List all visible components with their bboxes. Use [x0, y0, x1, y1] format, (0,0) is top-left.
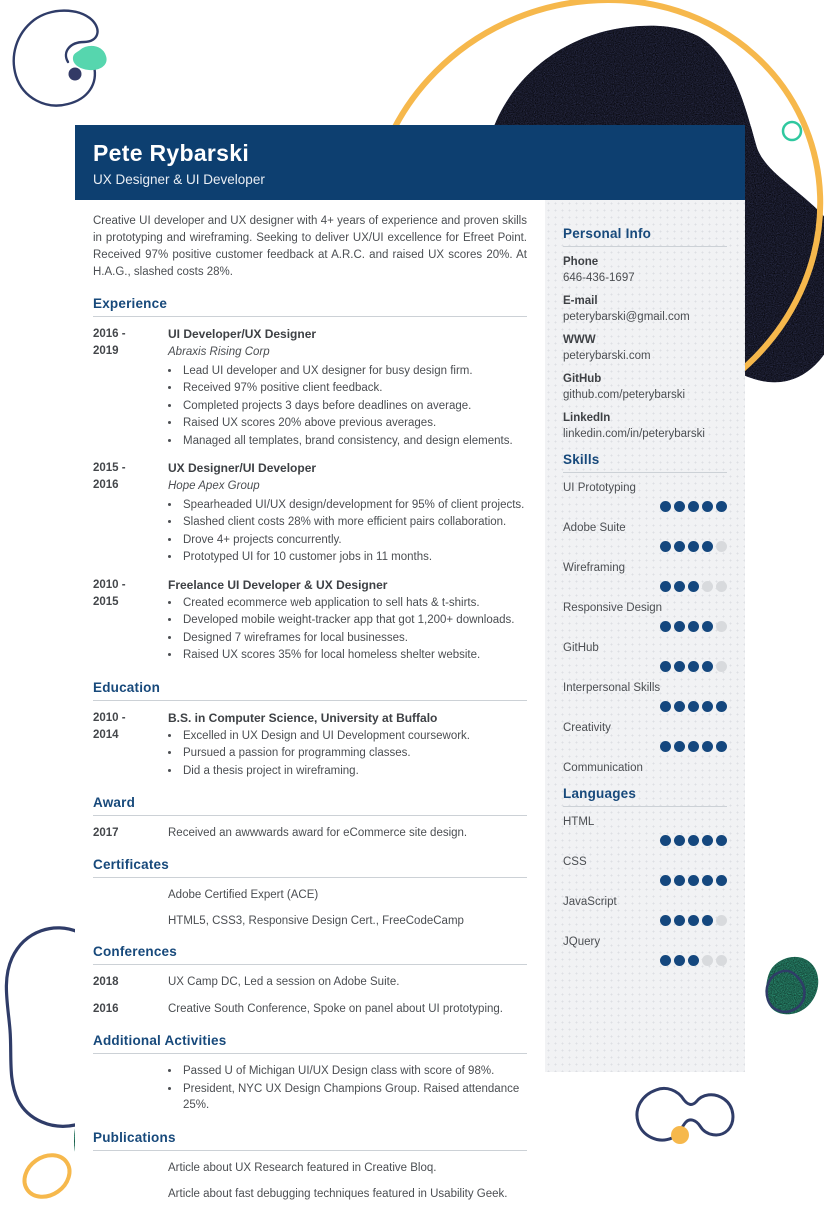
entry-bullet: • Excelled in UX Design and UI Development coursework. — [181, 728, 527, 745]
decor-top-left — [8, 8, 112, 112]
entry-text: Article about fast debugging techniques featured in Usability Geek. — [168, 1187, 508, 1200]
dot-filled — [716, 875, 727, 886]
entry-bullet: • Pursued a passion for programming classes. — [181, 745, 527, 762]
entry-bullet: • Drove 4+ projects concurrently. — [181, 532, 527, 549]
section-publications — [93, 1130, 527, 1202]
dot-empty — [716, 955, 727, 966]
entry-text: Adobe Certified Expert (ACE) — [168, 889, 319, 901]
entry-bullet: • President, NYC UX Design Champions Group. Raised attendance 25%. — [181, 1081, 527, 1114]
entry-dates — [93, 460, 168, 567]
rated-item — [563, 856, 727, 886]
dot-filled — [688, 915, 699, 926]
dot-filled — [702, 835, 713, 846]
entry-company: Abraxis Rising Corp — [168, 346, 270, 358]
entry-dates — [93, 1001, 168, 1018]
rated-item — [563, 896, 727, 926]
section-education — [93, 680, 527, 781]
dot-filled — [660, 741, 671, 752]
section-heading: Additional Activities — [93, 1033, 227, 1048]
rated-item-label: GitHub — [563, 642, 599, 654]
entry-text: Received an awwwards award for eCommerce site design. — [168, 827, 468, 839]
section-award — [93, 795, 527, 842]
dot-filled — [688, 501, 699, 512]
entry-company: Hope Apex Group — [168, 480, 260, 492]
rating-dots — [563, 661, 727, 672]
dot-filled — [674, 741, 685, 752]
entry-date-line: 2010 - — [93, 578, 126, 591]
entry-date-line: 2016 — [93, 479, 119, 491]
entry-dates — [93, 1063, 168, 1115]
teal-blob-shape — [73, 46, 107, 70]
dot-filled — [660, 835, 671, 846]
entry-content — [168, 1186, 527, 1202]
dot-filled — [674, 835, 685, 846]
yellow-oval-shape — [16, 1147, 77, 1200]
personal-info-value: peterybarski.com — [563, 350, 651, 362]
dot-filled — [660, 875, 671, 886]
divider — [563, 246, 727, 247]
entry-bullets — [168, 363, 527, 450]
dot-filled — [660, 621, 671, 632]
section-conferences — [93, 944, 527, 1018]
rated-item — [563, 682, 727, 712]
entry-content — [168, 577, 527, 665]
entry-bullet: • Passed U of Michigan UI/UX Design class with score of 98%. — [181, 1063, 527, 1080]
rating-dots — [563, 955, 727, 966]
entry-content — [168, 825, 527, 842]
entry-content — [168, 887, 527, 903]
dot-filled — [702, 501, 713, 512]
entry-text: Article about UX Research featured in Creative Bloq. — [168, 1161, 437, 1174]
rating-dots — [563, 621, 727, 632]
entry-dates — [93, 887, 168, 903]
navy-dot-shape — [69, 68, 82, 81]
dot-filled — [660, 701, 671, 712]
entry-row — [93, 1001, 527, 1018]
dot-filled — [660, 581, 671, 592]
dot-filled — [688, 581, 699, 592]
dot-filled — [716, 501, 727, 512]
personal-info-section — [563, 226, 727, 440]
entry-text: UX Camp DC, Led a session on Adobe Suite. — [168, 976, 400, 988]
entry-row — [93, 326, 527, 450]
entry-row — [93, 974, 527, 991]
entry-bullet: • Raised UX scores 35% for local homeless shelter website. — [181, 647, 527, 664]
dot-filled — [674, 701, 685, 712]
entry-date-line: 2016 - — [93, 328, 126, 340]
entry-date-line: 2014 — [93, 728, 119, 741]
rating-dots — [563, 875, 727, 886]
divider — [93, 1053, 527, 1054]
dot-empty — [702, 955, 713, 966]
entry-bullet: • Prototyped UI for 10 customer jobs in 11 months. — [181, 549, 527, 566]
rated-item-label: UI Prototyping — [563, 482, 636, 494]
personal-info-heading: Personal Info — [563, 226, 652, 241]
dot-filled — [660, 915, 671, 926]
rated-item — [563, 816, 727, 846]
entry-date-line: 2015 — [93, 595, 119, 608]
entry-date-line: 2010 - — [93, 711, 126, 724]
divider — [93, 815, 527, 816]
dot-filled — [702, 875, 713, 886]
dot-filled — [674, 661, 685, 672]
entry-content — [168, 974, 527, 991]
rated-item — [563, 482, 727, 512]
resume-header — [75, 125, 745, 200]
divider — [93, 877, 527, 878]
personal-info-value: 646-436-1697 — [563, 272, 635, 284]
dot-empty — [716, 621, 727, 632]
entry-bullet: • Did a thesis project in wireframing. — [181, 763, 527, 780]
entry-bullet: • Created ecommerce web application to sell hats & t-shirts. — [181, 595, 527, 612]
rated-item — [563, 522, 727, 552]
rating-dots — [563, 541, 727, 552]
resume-page — [75, 125, 745, 1212]
section-heading: Conferences — [93, 944, 177, 959]
rated-item-label: Communication — [563, 762, 643, 774]
entry-date-line: 2015 - — [93, 462, 126, 474]
entry-bullet: • Received 97% positive client feedback. — [181, 380, 527, 397]
dot-filled — [702, 541, 713, 552]
rated-item — [563, 762, 727, 774]
rated-item-label: HTML — [563, 816, 595, 828]
entry-bullet: • Completed projects 3 days before deadlines on average. — [181, 398, 527, 415]
entry-content — [168, 1160, 527, 1176]
rated-item — [563, 562, 727, 592]
entry-dates — [93, 974, 168, 991]
personal-info-value: peterybarski@gmail.com — [563, 311, 690, 323]
entry-row — [93, 1063, 527, 1115]
section-heading: Award — [93, 795, 136, 810]
entry-dates — [93, 710, 168, 781]
personal-info-label: E-mail — [563, 295, 598, 307]
entry-dates — [93, 913, 168, 929]
entry-bullet: • Spearheaded UI/UX design/development for 95% of client projects. — [181, 497, 527, 514]
entry-row — [93, 710, 527, 781]
dot-empty — [702, 581, 713, 592]
entry-bullet: • Designed 7 wireframes for local businesses. — [181, 630, 527, 647]
dot-filled — [674, 875, 685, 886]
personal-info-item — [563, 373, 727, 401]
rated-item-label: Responsive Design — [563, 602, 663, 614]
entry-title: UX Designer/UI Developer — [168, 461, 317, 475]
entry-date-line: 2016 — [93, 1003, 119, 1015]
dot-filled — [688, 875, 699, 886]
section-certificates — [93, 857, 527, 929]
rating-dots — [563, 835, 727, 846]
section-heading: Experience — [93, 296, 168, 311]
entry-row — [93, 460, 527, 567]
personal-info-value: github.com/peterybarski — [563, 389, 686, 401]
main-column — [75, 200, 545, 1212]
divider — [563, 806, 727, 807]
dot-filled — [688, 661, 699, 672]
rated-item-label: JavaScript — [563, 896, 617, 908]
entry-row — [93, 577, 527, 665]
personal-info-value: linkedin.com/in/peterybarski — [563, 428, 705, 440]
teal-ring-shape — [783, 122, 801, 140]
personal-info-item — [563, 295, 727, 323]
dot-filled — [702, 661, 713, 672]
dot-filled — [674, 501, 685, 512]
dot-filled — [688, 955, 699, 966]
entry-content — [168, 1001, 527, 1018]
entry-dates — [93, 1186, 168, 1202]
entry-content — [168, 326, 527, 450]
entry-bullet: • Raised UX scores 20% above previous averages. — [181, 415, 527, 432]
personal-info-label: WWW — [563, 334, 596, 346]
section-heading: Certificates — [93, 857, 169, 872]
dot-filled — [688, 701, 699, 712]
candidate-title: UX Designer & UI Developer — [93, 172, 265, 187]
dot-filled — [716, 741, 727, 752]
rating-dots — [563, 701, 727, 712]
dot-empty — [716, 661, 727, 672]
divider — [93, 316, 527, 317]
dot-filled — [702, 915, 713, 926]
rating-dots — [563, 741, 727, 752]
personal-info-item — [563, 256, 727, 284]
sidebar — [545, 200, 745, 1072]
entry-content — [168, 460, 527, 567]
entry-text: Creative South Conference, Spoke on panel about UI prototyping. — [168, 1003, 503, 1015]
rated-item — [563, 936, 727, 966]
dot-filled — [688, 621, 699, 632]
rated-item-label: Interpersonal Skills — [563, 682, 661, 694]
entry-row — [93, 1186, 527, 1202]
skills-section — [563, 452, 727, 774]
dot-filled — [674, 915, 685, 926]
entry-content — [168, 1063, 527, 1115]
dot-filled — [716, 835, 727, 846]
dot-filled — [688, 741, 699, 752]
entry-dates — [93, 1160, 168, 1176]
entry-title: UI Developer/UX Designer — [168, 327, 317, 341]
entry-date-line: 2019 — [93, 345, 119, 357]
rating-dots — [563, 501, 727, 512]
dot-filled — [688, 541, 699, 552]
dot-filled — [660, 661, 671, 672]
entry-content — [168, 913, 527, 929]
entry-dates — [93, 577, 168, 665]
dot-empty — [716, 915, 727, 926]
dot-filled — [674, 541, 685, 552]
entry-bullets — [168, 595, 527, 664]
entry-text: HTML5, CSS3, Responsive Design Cert., FreeCodeCamp — [168, 915, 464, 927]
dot-filled — [688, 835, 699, 846]
dot-filled — [702, 621, 713, 632]
dot-filled — [674, 955, 685, 966]
rated-item — [563, 642, 727, 672]
skills-heading: Skills — [563, 452, 600, 467]
languages-heading: Languages — [563, 786, 637, 801]
rated-item-label: CSS — [563, 856, 587, 868]
rated-item-label: Wireframing — [563, 562, 625, 574]
section-experience — [93, 296, 527, 665]
divider — [93, 1150, 527, 1151]
rated-item-label: Creativity — [563, 722, 611, 734]
personal-info-label: GitHub — [563, 373, 602, 385]
entry-dates — [93, 825, 168, 842]
entry-bullets — [168, 728, 527, 780]
dot-empty — [716, 541, 727, 552]
candidate-name: Pete Rybarski — [93, 140, 250, 166]
rated-item — [563, 602, 727, 632]
entry-bullet: • Developed mobile weight-tracker app that got 1,200+ downloads. — [181, 612, 527, 629]
entry-row — [93, 913, 527, 929]
dot-empty — [716, 581, 727, 592]
dot-filled — [716, 701, 727, 712]
languages-section — [563, 786, 727, 966]
entry-date-line: 2018 — [93, 976, 119, 988]
entry-date-line: 2017 — [93, 827, 119, 839]
divider — [563, 472, 727, 473]
entry-bullet: • Managed all templates, brand consistency, and design elements. — [181, 433, 527, 450]
personal-info-label: LinkedIn — [563, 412, 611, 424]
dot-filled — [674, 581, 685, 592]
main-sections — [93, 296, 527, 1202]
entry-title: Freelance UI Developer & UX Designer — [168, 577, 388, 592]
dot-filled — [702, 701, 713, 712]
dot-filled — [660, 541, 671, 552]
entry-row — [93, 1160, 527, 1176]
entry-dates — [93, 326, 168, 450]
rating-dots — [563, 915, 727, 926]
section-heading: Publications — [93, 1129, 176, 1145]
dot-filled — [674, 621, 685, 632]
dot-filled — [660, 955, 671, 966]
dot-filled — [660, 501, 671, 512]
entry-bullets — [168, 497, 527, 566]
section-additional-activities — [93, 1033, 527, 1115]
entry-bullet: • Lead UI developer and UX designer for busy design firm. — [181, 363, 527, 380]
entry-bullets — [168, 1063, 527, 1114]
entry-content — [168, 710, 527, 781]
entry-title: B.S. in Computer Science, University at Buffalo — [168, 710, 438, 725]
personal-info-item — [563, 412, 727, 440]
rating-dots — [563, 581, 727, 592]
rated-item-label: JQuery — [563, 936, 601, 948]
entry-bullet: • Slashed client costs 28% with more efficient pairs collaboration. — [181, 514, 527, 531]
personal-info-item — [563, 334, 727, 362]
section-heading: Education — [93, 679, 161, 695]
entry-row — [93, 825, 527, 842]
divider — [93, 964, 527, 965]
divider — [93, 700, 527, 701]
rated-item — [563, 722, 727, 752]
entry-row — [93, 887, 527, 903]
dot-filled — [702, 741, 713, 752]
personal-info-label: Phone — [563, 256, 599, 268]
rated-item-label: Adobe Suite — [563, 522, 626, 534]
summary-paragraph: Creative UI developer and UX designer with 4+ years of experience and proven skills in prototyping and wireframing. Seeking to deliver UX/UI excellence for Efreet Point. Received 97% positive customer feedback at A.R.C. and raised UX scores 20%. At H.A.G., slashed costs 28%. — [93, 215, 527, 278]
